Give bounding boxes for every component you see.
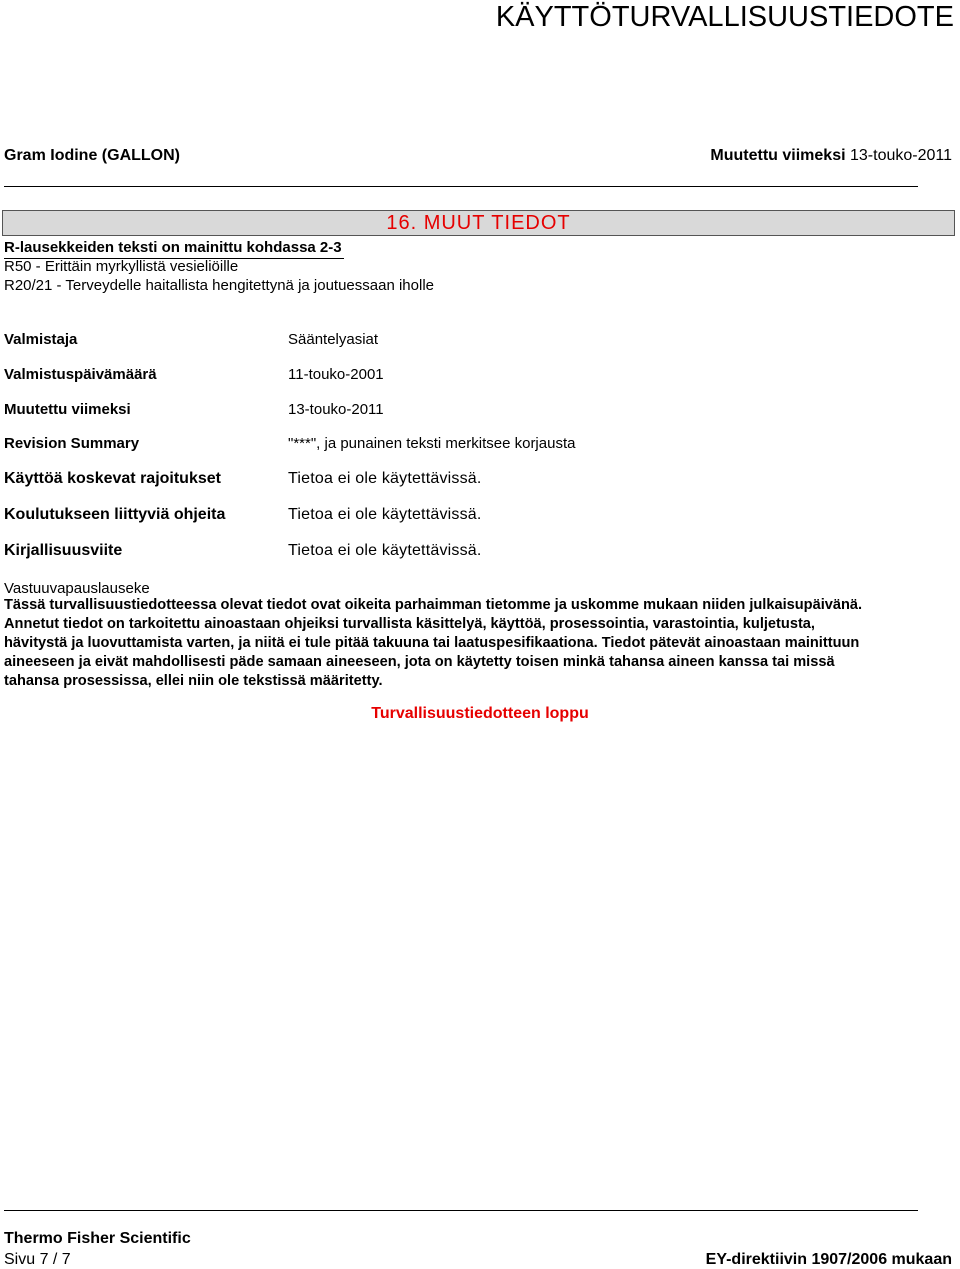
field-value-revision-date: 13-touko-2011	[288, 401, 384, 418]
disclaimer-text	[4, 596, 954, 691]
r-phrase-item: R20/21 - Terveydelle haitallista hengitettynä ja joutuessaan iholle	[4, 277, 434, 294]
field-label-use-restrictions: Käyttöä koskevat rajoitukset	[4, 470, 221, 487]
revised-date: 13-touko-2011	[850, 147, 952, 164]
footer-divider	[4, 1210, 918, 1211]
product-name: Gram Iodine (GALLON)	[4, 147, 180, 164]
footer-page-number: Sivu 7 / 7	[4, 1251, 71, 1268]
disclaimer-line: Annetut tiedot on tarkoitettu ainoastaan ohjeiksi turvallista käsittelyä, käyttöä, prosessointia, varastointia, kuljetusta,	[4, 616, 815, 632]
disclaimer-line: Tässä turvallisuustiedotteessa olevat tiedot ovat oikeita parhaimman tietomme ja uskomme mukaan niiden julkaisupäivänä.	[4, 597, 863, 613]
section-heading: 16. MUUT TIEDOT	[386, 212, 571, 234]
r-phrases-heading: R-lausekkeiden teksti on mainittu kohdassa 2-3	[4, 238, 344, 259]
field-label-manufacturer: Valmistaja	[4, 331, 78, 348]
disclaimer-heading: Vastuuvapauslauseke	[4, 580, 150, 597]
field-value-revision-summary: "***", ja punainen teksti merkitsee korjausta	[288, 435, 576, 452]
section-heading-bar	[2, 210, 955, 236]
field-value-references: Tietoa ei ole käytettävissä.	[288, 542, 482, 559]
revised-label: Muutettu viimeksi	[710, 147, 846, 164]
disclaimer-line: tahansa prosessissa, ellei niin ole tekstissä määritetty.	[4, 673, 383, 689]
footer-directive: EY-direktiivin 1907/2006 mukaan	[705, 1251, 952, 1268]
field-value-creation-date: 11-touko-2001	[288, 366, 384, 383]
document-title: KÄYTTÖTURVALLISUUSTIEDOTE	[495, 1, 954, 33]
field-label-references: Kirjallisuusviite	[4, 542, 123, 559]
field-value-manufacturer: Sääntelyasiat	[288, 331, 379, 348]
field-label-revision-summary: Revision Summary	[4, 435, 140, 452]
field-label-creation-date: Valmistuspäivämäärä	[4, 366, 157, 383]
field-label-revision-date: Muutettu viimeksi	[4, 401, 131, 418]
r-phrase-item: R50 - Erittäin myrkyllistä vesieliöille	[4, 258, 239, 275]
disclaimer-line: aineeseen ja eivät mahdollisesti päde samaan aineeseen, jota on käytetty toisen minkä tahansa aineen kanssa tai missä	[4, 654, 835, 670]
disclaimer-line: hävitystä ja luovuttamista varten, ja niitä ei tule pitää takuuna tai laatuspesifikaationa. Tiedot pätevät ainoastaan mainittuun	[4, 635, 860, 651]
field-value-use-restrictions: Tietoa ei ole käytettävissä.	[288, 470, 482, 487]
end-of-document-note: Turvallisuustiedotteen loppu	[371, 705, 589, 722]
footer-company: Thermo Fisher Scientific	[4, 1230, 191, 1247]
field-label-training: Koulutukseen liittyviä ohjeita	[4, 506, 226, 523]
field-value-training: Tietoa ei ole käytettävissä.	[288, 506, 482, 523]
header-divider	[4, 186, 918, 187]
revised-date-header	[710, 147, 952, 165]
